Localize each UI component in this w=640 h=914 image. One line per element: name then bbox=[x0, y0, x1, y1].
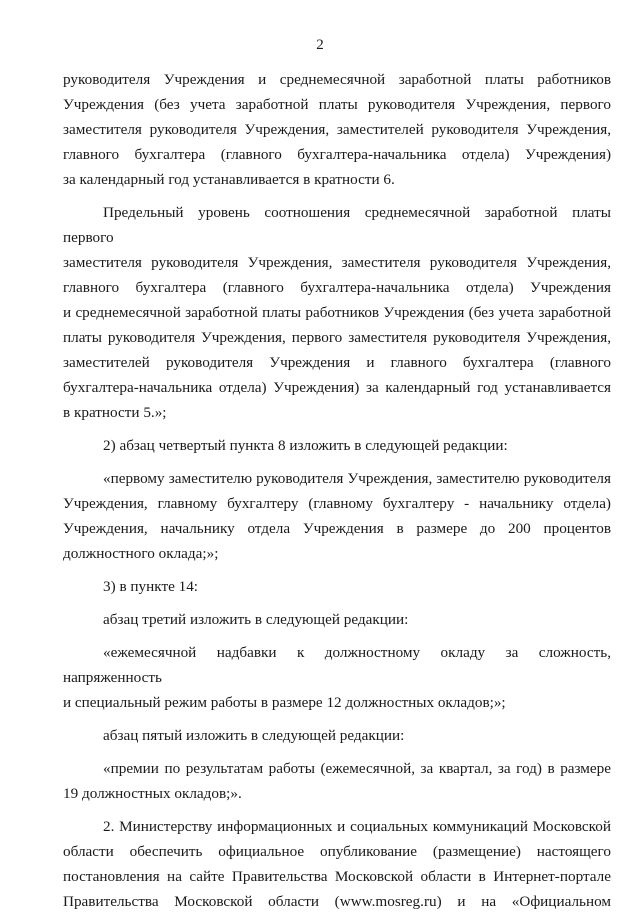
text-line: должностного оклада;»; bbox=[63, 545, 219, 562]
text-line: Предельный уровень соотношения среднемесячной заработной платы первого bbox=[63, 204, 611, 246]
text-line: абзац пятый изложить в следующей редакции: bbox=[103, 727, 405, 744]
text-line: абзац третий изложить в следующей редакции: bbox=[103, 611, 409, 628]
paragraph-10 bbox=[63, 814, 611, 914]
text-line: платы руководителя Учреждения, первого заместителя руководителя Учреждения, bbox=[63, 329, 611, 346]
text-line: Правительства Московской области (www.mosreg.ru) и на «Официальном bbox=[63, 893, 611, 910]
text-line: 3) в пункте 14: bbox=[103, 578, 199, 595]
text-line: заместителей руководителя Учреждения и главного бухгалтера (главного bbox=[63, 354, 611, 371]
paragraph-6 bbox=[63, 607, 611, 632]
text-line: Учреждения, начальнику отдела Учреждения в размере до 200 процентов bbox=[63, 520, 611, 537]
text-line: главного бухгалтера (главного бухгалтера-начальника отдела) Учреждения) bbox=[63, 146, 611, 163]
paragraph-1 bbox=[63, 67, 611, 192]
paragraph-3 bbox=[63, 433, 611, 458]
paragraph-9 bbox=[63, 756, 611, 806]
paragraph-8 bbox=[63, 723, 611, 748]
text-line: «ежемесячной надбавки к должностному окладу за сложность, напряженность bbox=[63, 644, 611, 686]
text-line: Учреждения (без учета заработной платы руководителя Учреждения, первого bbox=[63, 96, 611, 113]
text-line: области обеспечить официальное опубликование (размещение) настоящего bbox=[63, 843, 611, 860]
text-line: постановления на сайте Правительства Московской области в Интернет-портале bbox=[63, 868, 611, 885]
text-line: 2) абзац четвертый пункта 8 изложить в следующей редакции: bbox=[103, 437, 508, 454]
text-line: главного бухгалтера (главного бухгалтера-начальника отдела) Учреждения bbox=[63, 279, 611, 296]
text-line: за календарный год устанавливается в кратности 6. bbox=[63, 171, 395, 188]
document-body bbox=[63, 67, 611, 914]
paragraph-5 bbox=[63, 574, 611, 599]
text-line: в кратности 5.»; bbox=[63, 404, 167, 421]
paragraph-7 bbox=[63, 640, 611, 715]
text-line: заместителя руководителя Учреждения, заместителя руководителя Учреждения, bbox=[63, 254, 611, 271]
text-line: и специальный режим работы в размере 12 должностных окладов;»; bbox=[63, 694, 506, 711]
paragraph-4 bbox=[63, 466, 611, 566]
text-line: и среднемесячной заработной платы работников Учреждения (без учета заработной bbox=[63, 304, 611, 321]
text-line: «премии по результатам работы (ежемесячной, за квартал, за год) в размере bbox=[103, 760, 611, 777]
text-line: «первому заместителю руководителя Учреждения, заместителю руководителя bbox=[103, 470, 611, 487]
page-number: 2 bbox=[316, 37, 324, 53]
text-line: 19 должностных окладов;». bbox=[63, 785, 242, 802]
text-line: бухгалтера-начальника отдела) Учреждения) за календарный год устанавливается bbox=[63, 379, 611, 396]
text-line: заместителя руководителя Учреждения, заместителей руководителя Учреждения, bbox=[63, 121, 611, 138]
text-line: Учреждения, главному бухгалтеру (главному бухгалтеру - начальнику отдела) bbox=[63, 495, 611, 512]
text-line: 2. Министерству информационных и социальных коммуникаций Московской bbox=[103, 818, 611, 835]
paragraph-2 bbox=[63, 200, 611, 425]
text-line: руководителя Учреждения и среднемесячной заработной платы работников bbox=[63, 71, 611, 88]
